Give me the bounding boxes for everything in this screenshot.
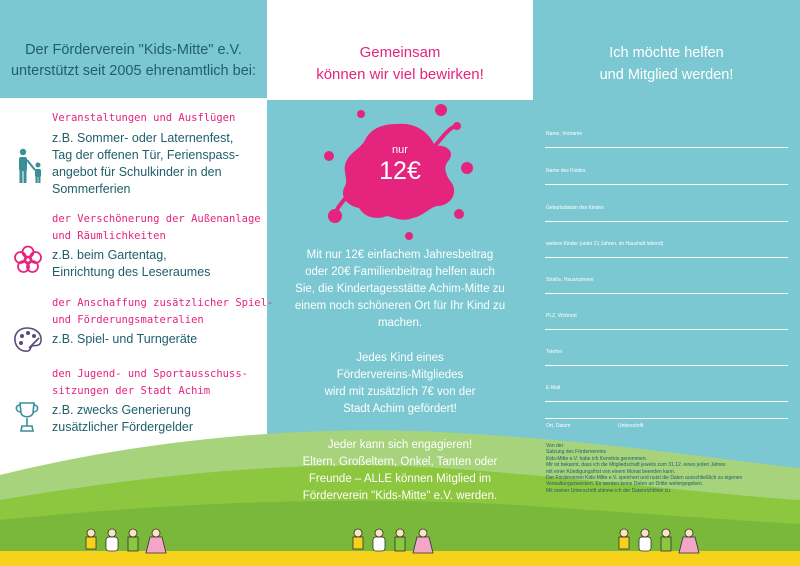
right-title-line2: und Mitglied werden! — [599, 67, 734, 83]
field-label-city: PLZ, Wohnort — [546, 313, 577, 319]
section4-heading: den Jugend- und Sportausschuss- sitzungen der Stadt Achim — [52, 368, 248, 397]
flower-icon — [13, 245, 43, 275]
field-email-input[interactable] — [545, 401, 788, 402]
field-label-email: E-Mail — [546, 385, 561, 391]
left-title-line1: Der Förderverein "Kids-Mitte" e.V. — [25, 42, 242, 58]
middle-content — [267, 0, 533, 566]
field-more-children-input[interactable] — [545, 257, 788, 258]
family-icon — [15, 148, 47, 184]
field-name-input[interactable] — [545, 147, 788, 148]
price-prefix: nur — [392, 144, 408, 156]
field-child-name-input[interactable] — [545, 184, 788, 185]
section3-body: z.B. Spiel- und Turngeräte — [52, 332, 198, 346]
field-label-street: Straße, Hausnummer — [546, 277, 594, 283]
right-title-line1: Ich möchte helfen — [609, 45, 724, 61]
middle-title-line2: können wir viel bewirken! — [316, 66, 484, 83]
field-city-input[interactable] — [545, 329, 788, 330]
left-title-line2: unterstützt seit 2005 ehrenamtlich bei: — [10, 63, 257, 79]
everyone-can-join-text: Jeder kann sich engagieren! Eltern, Großeltern, Onkel, Tanten oder Freunde – ALLE können Mitglied im Förderverein "Kids-Mitte" e.V. werden. — [302, 439, 498, 502]
field-phone-input[interactable] — [545, 365, 788, 366]
palette-icon — [13, 326, 43, 354]
field-label-signature: Unterschrift — [618, 423, 644, 429]
membership-fee-text: Mit nur 12€ einfachem Jahresbeitrag oder 20€ Familienbeitrag helfen auch Sie, die Kindertagesstätte Achim-Mitte zu einem noch schöneren Ort für Ihr Kind zu machen. — [294, 249, 506, 329]
section2-body: z.B. beim Gartentag, Einrichtung des Leseraumes — [52, 248, 211, 279]
section1-body: z.B. Sommer- oder Laternenfest, Tag der offenen Tür, Ferienspass- angebot für Schulkinder in den Sommerferien — [52, 131, 240, 196]
field-child-birthdate-input[interactable] — [545, 221, 788, 222]
kids-illustration-middle — [349, 527, 449, 561]
field-label-more-children: weitere Kinder (unter 21 Jahren, im Haushalt lebend) — [546, 241, 664, 247]
membership-form — [533, 0, 800, 566]
section3-heading: der Anschaffung zusätzlicher Spiel- und Förderungsmateralien — [52, 297, 274, 326]
price-amount: 12€ — [379, 157, 421, 185]
kids-illustration-left — [82, 527, 182, 561]
section2-heading: der Verschönerung der Außenanlage und Räumlichkeiten — [52, 213, 261, 242]
section1-heading: Veranstaltungen und Ausflügen — [52, 112, 236, 124]
field-label-name: Name, Vorname — [546, 131, 583, 137]
city-funding-text: Jedes Kind eines Fördervereins-Mitgliedes wird mit zusätzlich 7€ von der Stadt Achim gefördert! — [324, 352, 476, 415]
section4-body: z.B. zwecks Generierung zusätzlicher Fördergelder — [52, 403, 194, 434]
field-label-child-name: Name des Kindes — [546, 168, 586, 174]
field-signature-input[interactable] — [545, 418, 788, 419]
field-label-phone: Telefon — [546, 349, 563, 355]
trophy-icon — [14, 400, 40, 434]
field-label-child-birthdate: Geburtsdatum des Kindes — [546, 205, 604, 211]
field-street-input[interactable] — [545, 293, 788, 294]
field-label-date: Ort, Datum — [546, 423, 571, 429]
middle-title-line1: Gemeinsam — [359, 44, 441, 61]
consent-text: Von der Satzung des Fördervereins Kids-Mitte e.V. habe ich Kenntnis genommen. Mir ist bekannt, dass ich die Mitgliedschaft jeweils zum 31.12. eines jeden Jahres mit einer Kündigungsfrist von einem Monat beenden kann. Der Förderverein Kids-Mitte e.V. speichert und nutzt die Daten ausschließlich zu eigenen Verwaltungszwecken. Es werden keine Daten an Dritte weitergegeben. Mit meiner Unterschrift stimme ich der Datenrichtlinie zu. — [546, 443, 743, 494]
kids-illustration-right — [615, 527, 715, 561]
